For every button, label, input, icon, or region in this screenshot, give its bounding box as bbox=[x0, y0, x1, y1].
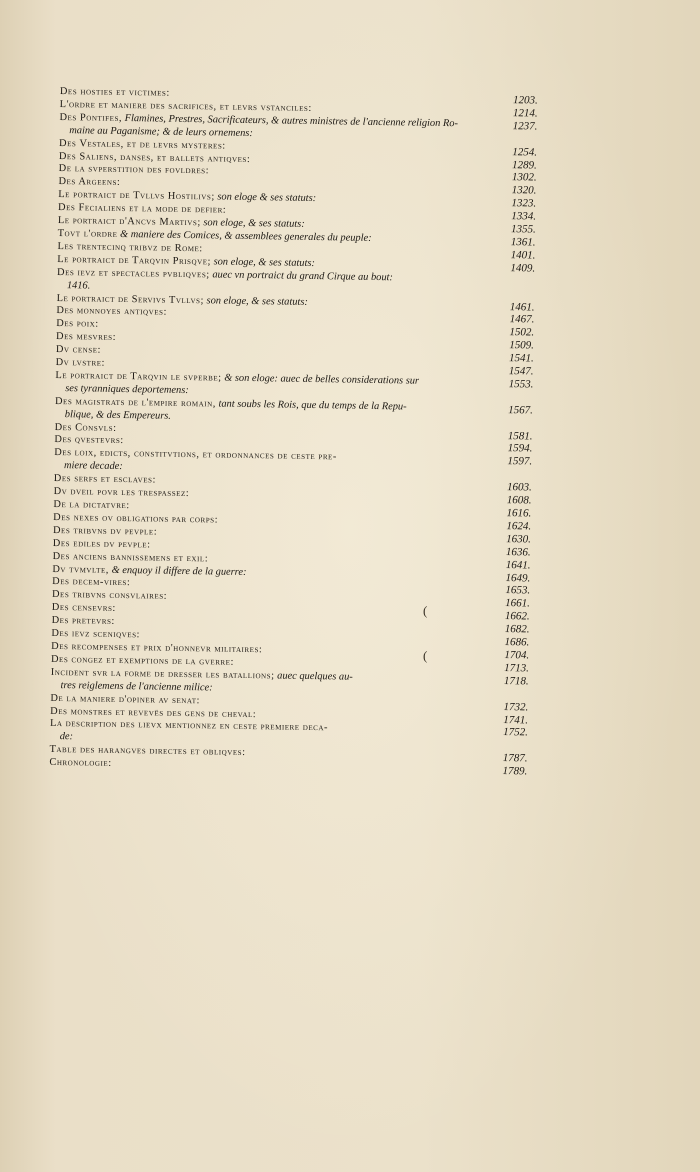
entry-continuation: ses tyranniques deportemens: bbox=[65, 382, 189, 396]
entry-title-text: Chronologie: bbox=[49, 757, 112, 770]
entry-title-text: Des pretevrs: bbox=[51, 615, 116, 628]
page-number: 1704. bbox=[504, 649, 530, 662]
page-number: 1467. bbox=[509, 313, 535, 326]
entry-continuation: blique, & des Empereurs. bbox=[64, 408, 172, 422]
page-number: 1597. bbox=[507, 455, 533, 468]
page-number: 1649. bbox=[505, 571, 531, 584]
entry-description: Flamines, Prestres, Sacrificateurs, & autres ministres de l'ancienne religion Ro- bbox=[121, 112, 459, 130]
entry-title-text: Des Consvls: bbox=[54, 421, 117, 434]
entry-title-text: Des poix: bbox=[56, 318, 99, 330]
page-number: 1323. bbox=[511, 197, 537, 210]
entry-title-text: Des anciens bannissemens et exil: bbox=[52, 550, 209, 565]
page-number: 1630. bbox=[506, 532, 532, 546]
page-number: 1334. bbox=[511, 210, 537, 223]
page-number: 1302. bbox=[511, 171, 537, 184]
page-number: 1547. bbox=[508, 365, 534, 378]
page-number: 1581. bbox=[507, 429, 533, 443]
page-number: 1254. bbox=[512, 145, 538, 159]
page-number: 1713. bbox=[504, 661, 530, 675]
entry-description: & son eloge: auec de belles considerations sur bbox=[221, 372, 420, 387]
entry-description: son eloge & ses statuts: bbox=[214, 191, 317, 205]
entry-title-text: Tovt l'ordre bbox=[57, 227, 118, 240]
entry-title-text: L'ordre et maniere des sacrifices, et levrs vstanciles: bbox=[59, 98, 312, 114]
entry-continuation: tres reiglemens de l'ancienne milice: bbox=[60, 679, 213, 694]
entry-title-text: Les trentecinq tribvz de Rome: bbox=[57, 240, 203, 255]
page-number: 1541. bbox=[508, 352, 534, 365]
page-number: 1355. bbox=[510, 223, 536, 236]
page-number: 1718. bbox=[503, 674, 529, 688]
entry-title-text: Incident svr la forme de dresser les batallions; bbox=[50, 666, 275, 682]
ink-mark: ( bbox=[423, 603, 428, 618]
entry-title-text: Des Vestales, et de levrs mysteres: bbox=[59, 137, 226, 152]
entry-title-text: Des magistrats de l'empire romain, bbox=[54, 395, 216, 410]
entry-title-text: Des serfs et esclaves: bbox=[53, 473, 157, 486]
entry-title-text: De la maniere d'opiner av senat: bbox=[50, 692, 201, 706]
entry-title-text: Des nexes ov obligations par corps: bbox=[53, 511, 219, 526]
page-number: 1653. bbox=[505, 584, 531, 597]
entry-title-text: Des Pontifes, bbox=[59, 111, 123, 124]
entry-title-text: Des monnoyes antiqves: bbox=[56, 305, 168, 319]
entry-title-text: Dv tvmvlte, bbox=[52, 563, 110, 576]
entry-title-text: Des qvestevrs: bbox=[54, 434, 124, 447]
entry-title-text: Le portraict d'Ancvs Martivs; bbox=[57, 215, 201, 229]
entry-description: tant soubs les Rois, que du temps de la Repu- bbox=[215, 398, 407, 413]
entry-description: auec quelques au- bbox=[274, 670, 353, 683]
page-number: 1237. bbox=[512, 119, 538, 133]
page-number: 1662. bbox=[504, 610, 530, 623]
entry-continuation: maine au Paganisme; & de leurs ornemens: bbox=[69, 124, 253, 139]
page-number: 1616. bbox=[506, 507, 532, 520]
page-number: 1732. bbox=[503, 700, 529, 714]
entry-title-text: Des Saliens, danses, et ballets antiqves: bbox=[58, 150, 251, 165]
page-number: 1289. bbox=[511, 158, 537, 172]
page-number: 1320. bbox=[511, 184, 537, 197]
entry-title-text: Des recompenses et prix d'honnevr militaires: bbox=[51, 640, 263, 656]
entry-title-text: Des Argeens: bbox=[58, 176, 121, 189]
page-number: 1741. bbox=[503, 713, 529, 726]
ink-mark: ( bbox=[423, 648, 428, 663]
entry-title-text: Des congez et exemptions de la gverre: bbox=[50, 653, 235, 668]
page-number: 1636. bbox=[505, 545, 531, 559]
entry-continuation: miere decade: bbox=[63, 460, 123, 473]
page-number: 1661. bbox=[505, 597, 531, 610]
entry-title-text: Des decem-vires: bbox=[52, 576, 131, 589]
page-number: 1594. bbox=[507, 442, 533, 455]
page-number: 1608. bbox=[506, 494, 532, 507]
entry-title-text: La description des lievx mentionnez en ceste premiere deca- bbox=[49, 718, 329, 734]
table-of-contents bbox=[49, 86, 542, 778]
page-number: 1789. bbox=[502, 765, 528, 778]
entry-title-text: Des hosties et victimes: bbox=[59, 86, 170, 99]
entry-description: & enquoy il differe de la guerre: bbox=[108, 564, 247, 578]
entry-title-text: Table des harangves directes et obliqves: bbox=[49, 744, 246, 759]
page-number: 1502. bbox=[509, 326, 535, 339]
entry-title-text: Le portraict de Tarqvin Prisqve; bbox=[57, 253, 212, 268]
entry-continuation: de: bbox=[59, 731, 74, 743]
page-number: 1553. bbox=[508, 378, 534, 391]
entry-title-text: Dv dveil povr les trespassez: bbox=[53, 486, 190, 500]
page-number: 1752. bbox=[503, 726, 528, 739]
entry-title-text: Des tribvns consvlaires: bbox=[51, 589, 168, 603]
page-number: 1624. bbox=[506, 519, 532, 533]
entry-title-text: Des tribvns dv pevple: bbox=[52, 524, 158, 538]
entry-description: son eloge, & ses statuts: bbox=[210, 256, 315, 269]
page-number: 1567. bbox=[508, 403, 534, 417]
entry-title-text: De la dictatvre: bbox=[53, 498, 130, 512]
page-number: 1509. bbox=[509, 339, 535, 352]
entry-title-text: Des loix, edicts, constitvtions, et ordonnances de ceste pre- bbox=[54, 447, 337, 463]
entry-title-text: Des Fecialiens et la mode de defier: bbox=[58, 202, 227, 216]
entry-title-text: Le portraict de Tarqvin le svperbe; bbox=[55, 369, 222, 384]
entry-title-text: Des ievz et spectacles pvbliqves; bbox=[56, 266, 210, 281]
page-number: 1603. bbox=[506, 481, 532, 494]
entry-title-text: Le portraict de Servivs Tvllvs; bbox=[56, 292, 205, 306]
page-number: 1641. bbox=[505, 558, 531, 572]
entry-title-text: De la svperstition des fovldres: bbox=[58, 163, 210, 177]
entry-title-text: Des censevrs: bbox=[51, 602, 116, 615]
page-number: 1214. bbox=[512, 107, 538, 120]
page-number: 1401. bbox=[510, 248, 536, 262]
page-number: 1787. bbox=[502, 752, 528, 765]
entry-title-text: Des monstres et revevës des gens de cheval: bbox=[50, 705, 257, 720]
entry-title-text: Des mesvres: bbox=[55, 331, 117, 344]
entry-description: son eloge, & ses statuts: bbox=[203, 294, 308, 308]
entry-description: son eloge, & ses statuts: bbox=[200, 217, 305, 230]
page-number: 1461. bbox=[509, 300, 535, 313]
entry-title-text: Dv lvstre: bbox=[55, 356, 106, 369]
entry-title-text: Des ediles dv pevple: bbox=[52, 537, 151, 551]
entry-title-text: Dv cense: bbox=[55, 344, 102, 356]
entry-continuation: 1416. bbox=[66, 279, 91, 292]
entry-description: auec vn portraict du grand Cirque au bout: bbox=[209, 269, 394, 283]
page-number: 1686. bbox=[504, 636, 530, 649]
page-number: 1361. bbox=[510, 236, 536, 249]
entry-description: & maniere des Comices, & assemblees generales du peuple: bbox=[117, 228, 372, 244]
page-number: 1409. bbox=[510, 261, 536, 275]
page-number: 1682. bbox=[504, 623, 530, 636]
entry-title-text: Des ievz sceniqves: bbox=[51, 627, 141, 641]
page-number: 1203. bbox=[512, 94, 538, 107]
entry-title-text: Le portraict de Tvllvs Hostilivs; bbox=[58, 189, 215, 203]
